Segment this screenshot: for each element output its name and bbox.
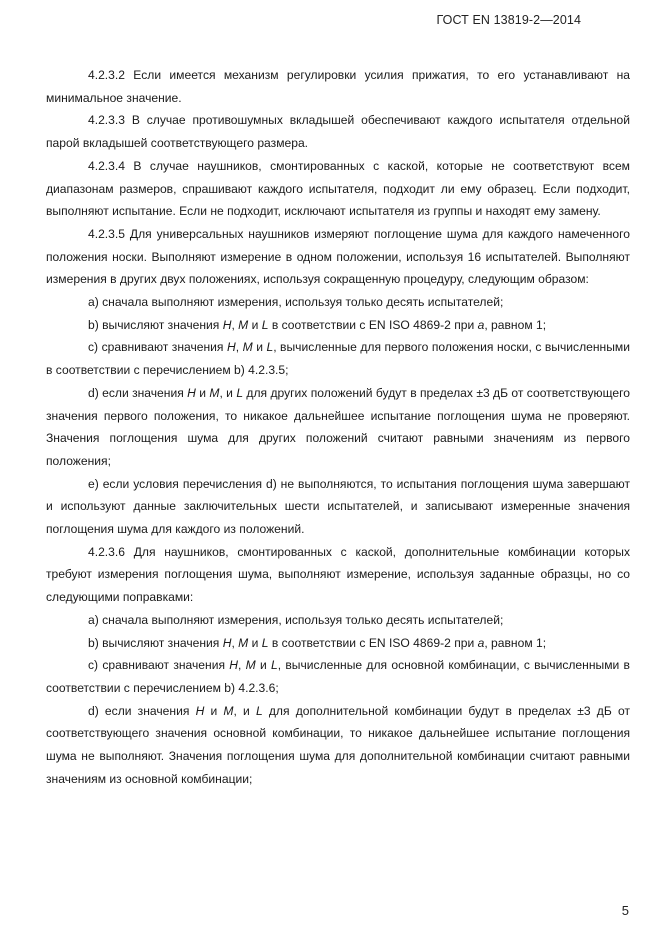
variable-h: H — [195, 703, 205, 718]
text-run: , и — [219, 385, 237, 400]
text-run: и — [248, 317, 262, 332]
variable-l: L — [261, 317, 269, 332]
text-run: d) если значения — [88, 703, 196, 718]
text-run: и — [204, 703, 224, 718]
variable-m: M — [223, 703, 234, 718]
text-run: с) сравнивают значения — [88, 340, 227, 355]
text-run: , — [231, 635, 239, 650]
variable-l: L — [271, 658, 278, 673]
paragraph-4-2-3-2: 4.2.3.2 Если имеется механизм регулировки усилия прижатия, то его устанавливают на минимальное значение. — [46, 68, 630, 105]
paragraph-4-2-3-6: 4.2.3.6 Для наушников, смонтированных с каской, дополнительные комбинации которых требуют измерения поглощения шума, выполняют измерение, используя заданные образцы, но со следующими поправками: — [46, 544, 630, 605]
list-item-e: е) если условия перечисления d) не выполняются, то испытания поглощения шума завершают и используют данные заключительных шести испытателей, и записывают измеренные значения поглощения шума для каждого из положений. — [46, 476, 630, 537]
variable-m: M — [242, 340, 253, 355]
document-body — [46, 64, 630, 791]
variable-m: M — [209, 385, 220, 400]
variable-l: L — [255, 703, 263, 718]
text-run: и — [195, 385, 210, 400]
list-item-b — [46, 632, 630, 655]
text-run: , и — [233, 703, 256, 718]
variable-h: H — [187, 385, 196, 400]
text-run: в соответствии с EN ISO 4869-2 при — [268, 635, 478, 650]
list-item-a: а) сначала выполняют измерения, используя только десять испытателей; — [88, 295, 504, 310]
variable-h: H — [222, 317, 232, 332]
text-run: и — [248, 635, 262, 650]
text-run: d) если значения — [88, 385, 188, 400]
list-item-a: а) сначала выполняют измерения, используя только десять испытателей; — [88, 612, 504, 627]
variable-m: M — [245, 658, 256, 673]
variable-h: H — [227, 340, 236, 355]
text-run: и — [252, 340, 267, 355]
paragraph-4-2-3-4: 4.2.3.4 В случае наушников, смонтированных с каской, которые не соответствуют всем диапазонам размеров, спрашивают каждого испытателя, подходит ли ему образец. Если подходит, выполняют испытание. Если не подходит, исключают испытателя из группы и находят ему замену. — [46, 158, 630, 219]
text-run: , вычисленные для первого положения носки, с вычисленными в соответствии с перечислением b) 4.2.3.5; — [46, 340, 630, 378]
list-item-c — [46, 654, 630, 699]
text-run: и — [255, 658, 272, 673]
page-number: 5 — [621, 903, 629, 918]
text-run: , — [235, 340, 243, 355]
variable-a: а — [477, 635, 485, 650]
variable-m: M — [238, 635, 249, 650]
text-run: b) вычисляют значения — [88, 317, 223, 332]
variable-l: L — [261, 635, 269, 650]
variable-l: L — [266, 340, 274, 355]
list-item-d — [46, 700, 630, 791]
variable-m: M — [238, 317, 249, 332]
text-run: , равном 1; — [484, 635, 547, 650]
document-header: ГОСТ EN 13819-2—2014 — [436, 13, 581, 27]
list-item-d — [46, 382, 630, 473]
paragraph-4-2-3-5: 4.2.3.5 Для универсальных наушников измеряют поглощение шума для каждого намеченного положения носки. Выполняют измерение в одном положении, используя 16 испытателей. Выполняют измерения в других двух положениях, используя сокращенную процедуру, следующим образом: — [46, 226, 630, 287]
text-run: , — [231, 317, 239, 332]
variable-l: L — [236, 385, 244, 400]
list-item-b — [46, 314, 630, 337]
variable-a: а — [477, 317, 485, 332]
text-run: с) сравнивают значения — [88, 658, 230, 673]
variable-h: H — [222, 635, 232, 650]
paragraph-4-2-3-3: 4.2.3.3 В случае противошумных вкладышей обеспечивают каждого испытателя отдельной парой вкладышей соответствующего размера. — [46, 113, 630, 151]
text-run: b) вычисляют значения — [88, 635, 223, 650]
list-item-c — [46, 336, 630, 381]
text-run: , равном 1; — [484, 317, 547, 332]
text-run: для дополнительной комбинации будут в пределах ±3 дБ от соответствующего значения основной комбинации, то никакое дальнейшее испытание поглощения шума не выполняют. Значения поглощения шума для дополнительной комбинации считают равными значениям из основной комбинации; — [46, 703, 630, 786]
text-run: , вычисленные для основной комбинации, с вычисленными в соответствии с перечислением b) 4.2.3.6; — [46, 658, 630, 695]
text-run: в соответствии с EN ISO 4869-2 при — [268, 317, 478, 332]
variable-h: H — [229, 658, 239, 673]
text-run: , — [238, 658, 246, 673]
text-run: для других положений будут в пределах ±3 дБ от соответствующего значения первого положения, то никакое дальнейшее испытание поглощения шума не проверяют. Значения поглощения шума для других положений считают равными значениям из первого положения; — [46, 385, 630, 468]
